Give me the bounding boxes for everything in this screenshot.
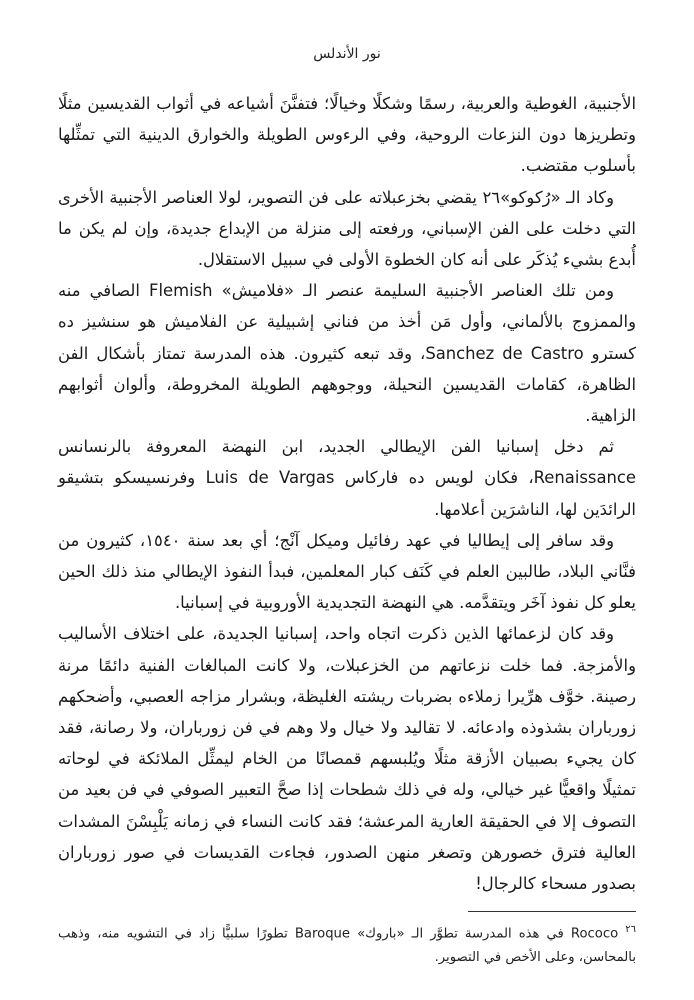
running-header: نور الأندلس xyxy=(313,46,381,62)
paragraph: وكاد الـ «رُكوكو»٢٦ يقضي بخزعبلاته على فن التصوير، لولا العناصر الأجنبية الأخرى التي دخلت على الفن الإسباني، ورفعته إلى منزلة من الإبداع جديدة، وإن لم يكن ما أُبدع بشيء يُذكَر على أنه كان الخطوة الأولى في سبيل الاستقلال. xyxy=(58,187,636,270)
paragraph: وقد سافر إلى إيطاليا في عهد رفائيل وميكل آنْج؛ أي بعد سنة ١٥٤٠، كثيرون من فنَّاني البلاد، طالبين العلم في كَنَف كبار المعلمين، فبدأ النفوذ الإيطالي منذ ذلك الحين يعلو كل نفوذ آخَر ويتقدَّمه. هي النهضة التجديدية الأوروبية في إسبانيا. xyxy=(58,530,636,613)
paragraph: وقد كان لزعمائها الذين ذكرت اتجاه واحد، إسبانيا الجديدة، على اختلاف الأساليب والأمزجة. فما خلت نزعاتهم من الخزعبلات، ولا كانت المبالغات الفنية دائمًا مرنة رصينة. خوَّف هرِّيرا زملاءه بضربات ريشته الغليظة، وبشرار مزاجه العصبي، وأضحكهم زورباران بشذوذه وادعائه. لا تقاليد ولا خيال ولا وهم في فن زورباران، ولا رصانة، فقد كان يجيء بصبيان الأزقة مثلًا ويُلبسهم قمصانًا من الخام ليمثِّل الملائكة في لوحاته تمثيلًا واقعيًّا غير خيالي، وله في ذلك شطحات إذا صحَّ التعبير الصوفي في فن بعيد من التصوف إلا في الحقيقة العارية المرعشة؛ فقد كانت النساء في زمانه يَلْبِسْنَ المشدات العالية فترق خصورهن وتصغر منهن الصدور، فجاءت القديسات في صور زورباران بصدور مسحاء كالرجال! xyxy=(58,624,636,894)
footnote-divider xyxy=(468,911,636,912)
paragraph: الأجنبية، الغوطية والعربية، رسمًا وشكلًا وخيالًا؛ فتفنَّنَ أشياعه في أثواب القديسين مثلًا وتطريزها دون النزعات الروحية، وفي الرءوس الطويلة والخوارق الدينية التي تمثِّلها بأسلوب مقتضب. xyxy=(58,94,636,176)
footnote-text: Rococo في هذه المدرسة تطوَّر الـ «باروك» Baroque تطورًا سلبيًّا زاد في التشويه منه، وذهب بالمحاسن، وعلى الأخص في التصوير. xyxy=(58,926,636,966)
body-text xyxy=(58,88,636,899)
footnote-number: ٢٦ xyxy=(625,924,636,935)
paragraph: ثم دخل إسبانيا الفن الإيطالي الجديد، ابن النهضة المعروفة بالرنسانس Renaissance، فكان لويس ده فاركاس Luis de Vargas وفرنسيسكو بتشيقو الرائدَين لها، الناشرَين أعلامها. xyxy=(58,437,636,519)
paragraph: ومن تلك العناصر الأجنبية السليمة عنصر الـ «فلاميش» Flemish الصافي منه والممزوج بالألماني، وأول مَن أخذ من فناني إشبيلية عن الفلاميش هو سنشيز ده كسترو Sanchez de Castro، وقد تبعه كثيرون. هذه المدرسة تمتاز بأشكال الفن الظاهرة، كقامات القديسين النحيلة، ووجوههم الطويلة المخروطة، وألوان أثوابهم الزاهية. xyxy=(58,281,636,426)
footnote xyxy=(58,918,636,970)
